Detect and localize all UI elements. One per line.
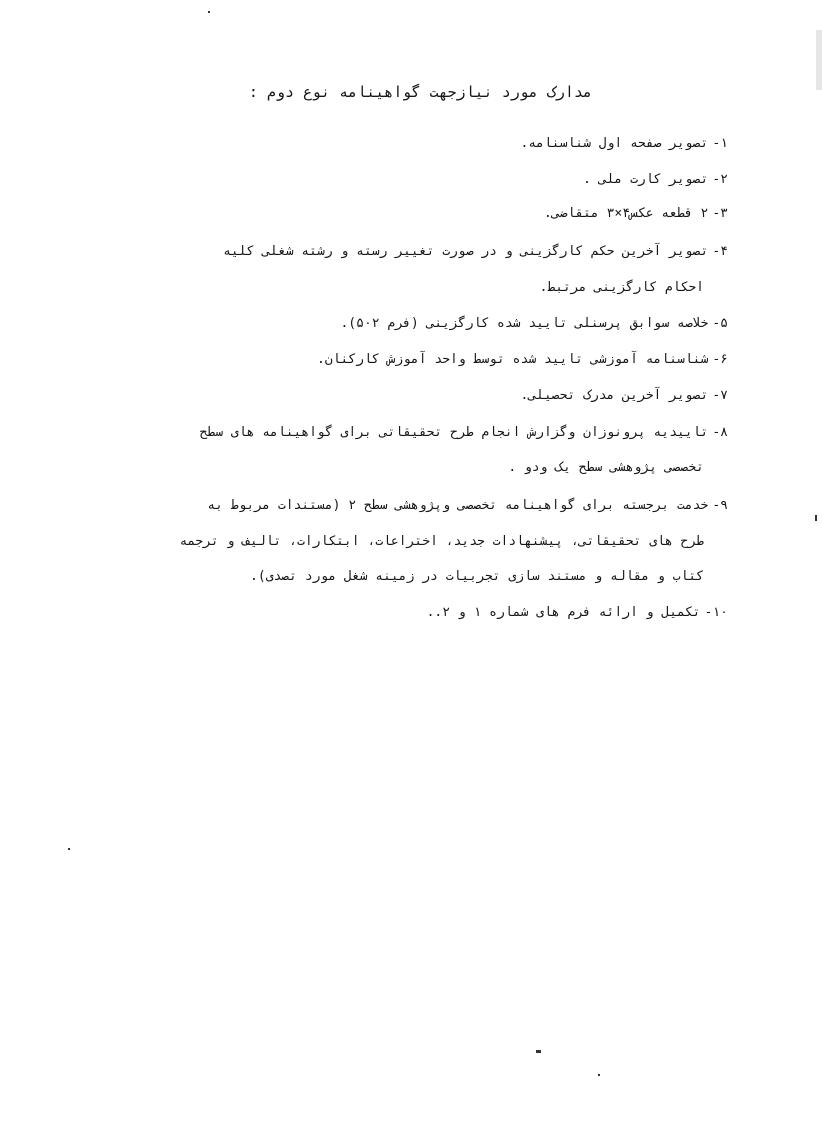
item-number: ۶- — [712, 352, 728, 367]
list-item-continuation: تخصصی پژوهشی سطح یک ودو . — [508, 460, 704, 475]
list-item — [427, 605, 728, 620]
list-item — [207, 498, 728, 513]
scan-speck — [536, 1050, 541, 1053]
item-number: ۳- — [712, 206, 728, 221]
item-text: ۲ قطعه عکس۴×۳ متقاضی. — [543, 206, 709, 221]
item-number: ۵- — [712, 316, 728, 331]
item-text: تکمیل و ارائه فرم های شماره ۱ و ۲.. — [426, 605, 701, 620]
list-item-continuation: احکام کارگزینی مرتبط. — [539, 280, 704, 295]
item-text: تاییدیه پرونوزان وگزارش انجام طرح تحقیقاتی برای گواهینامه های سطح — [199, 425, 709, 440]
item-number: ۱- — [712, 136, 728, 151]
document-title: مدارک مورد نیازجهت گواهینامه نوع دوم : — [248, 83, 592, 101]
list-item — [340, 316, 728, 331]
item-text: خدمت برجسته برای گواهینامه تخصصی وپژوهشی سطح ۲ (مستندات مربوط به — [207, 498, 709, 513]
item-number: ۸- — [712, 425, 728, 440]
item-number: ۹- — [712, 498, 728, 513]
item-number: ۲- — [712, 172, 728, 187]
list-item-continuation: کتاب و مقاله و مستند سازی تجربیات در زمینه شغل مورد تصدی). — [250, 569, 704, 584]
scan-speck — [815, 515, 817, 521]
scan-speck — [208, 11, 210, 13]
item-text: تصویر آخرین حکم کارگزینی و در صورت تغییر رسته و رشته شغلی کلیه — [223, 244, 709, 259]
list-item — [521, 136, 729, 151]
list-item — [317, 352, 728, 367]
item-number: ۱۰- — [704, 605, 728, 620]
list-item — [583, 172, 728, 187]
item-text: تصویر کارت ملی . — [583, 172, 709, 187]
list-item — [223, 244, 728, 259]
item-text: تصویر صفحه اول شناسنامه. — [520, 136, 709, 151]
list-item-continuation: طرح های تحقیقاتی، پیشنهادات جدید، اختراعات، ابتکارات، تالیف و ترجمه — [179, 534, 704, 549]
scan-edge-shadow — [816, 30, 822, 90]
item-text: تصویر آخرین مدرک تحصیلی. — [520, 388, 709, 403]
item-number: ۴- — [712, 244, 728, 259]
item-number: ۷- — [712, 388, 728, 403]
list-item — [521, 388, 729, 403]
list-item — [544, 206, 728, 221]
list-item — [200, 425, 728, 440]
scan-speck — [68, 848, 70, 850]
item-text: خلاصه سوابق پرسنلی تایید شده کارگزینی (فرم ۵۰۲). — [340, 316, 709, 331]
scan-speck — [598, 1074, 600, 1076]
item-text: شناسنامه آموزشی تایید شده توسط واحد آموزش کارکنان. — [317, 352, 709, 367]
